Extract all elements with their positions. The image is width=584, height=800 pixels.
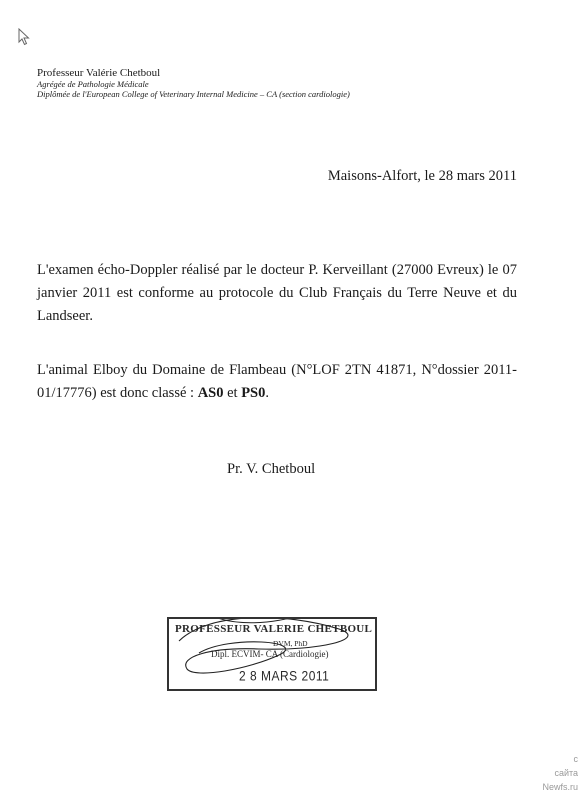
classification-text: L'animal Elboy du Domaine de Flambeau (N°LOF 2TN 41871, N°dossier 2011-01/17776) est donc classé : xyxy=(37,362,517,401)
stamp-date: 2 8 MARS 2011 xyxy=(239,667,330,685)
classification-end: . xyxy=(265,385,269,401)
author-diploma: Diplômée de l'European College of Veterinary Internal Medicine – CA (section cardiologie) xyxy=(37,89,350,99)
signature-name: Pr. V. Chetboul xyxy=(227,461,316,477)
watermark-line-3: Newfs.ru xyxy=(542,782,578,792)
grade-as: AS0 xyxy=(197,385,224,401)
watermark-line-1: с xyxy=(573,754,578,764)
stamp-diploma: Dipl. ECVIM- CA (Cardiologie) xyxy=(211,649,329,659)
exam-paragraph: L'examen écho-Doppler réalisé par le docteur P. Kerveillant (27000 Evreux) le 07 janvier 2011 est conforme au protocole du Club Français du Terre Neuve et du Landseer. xyxy=(37,262,517,324)
stamp-degree: DVM, PhD xyxy=(273,639,308,648)
cursor-arrow-icon xyxy=(18,28,30,46)
date-line: Maisons-Alfort, le 28 mars 2011 xyxy=(327,168,517,184)
grade-connector: et xyxy=(223,385,242,401)
letterhead xyxy=(37,67,350,99)
stamp-name: PROFESSEUR VALERIE CHETBOUL xyxy=(175,623,373,635)
author-name: Professeur Valérie Chetboul xyxy=(37,67,161,79)
official-stamp xyxy=(167,617,377,691)
watermark-line-2: сайта xyxy=(554,768,578,778)
author-title: Agrégée de Pathologie Médicale xyxy=(37,79,149,89)
grade-ps: PS0 xyxy=(241,385,266,401)
site-watermark xyxy=(542,752,578,794)
classification-paragraph xyxy=(37,359,517,405)
